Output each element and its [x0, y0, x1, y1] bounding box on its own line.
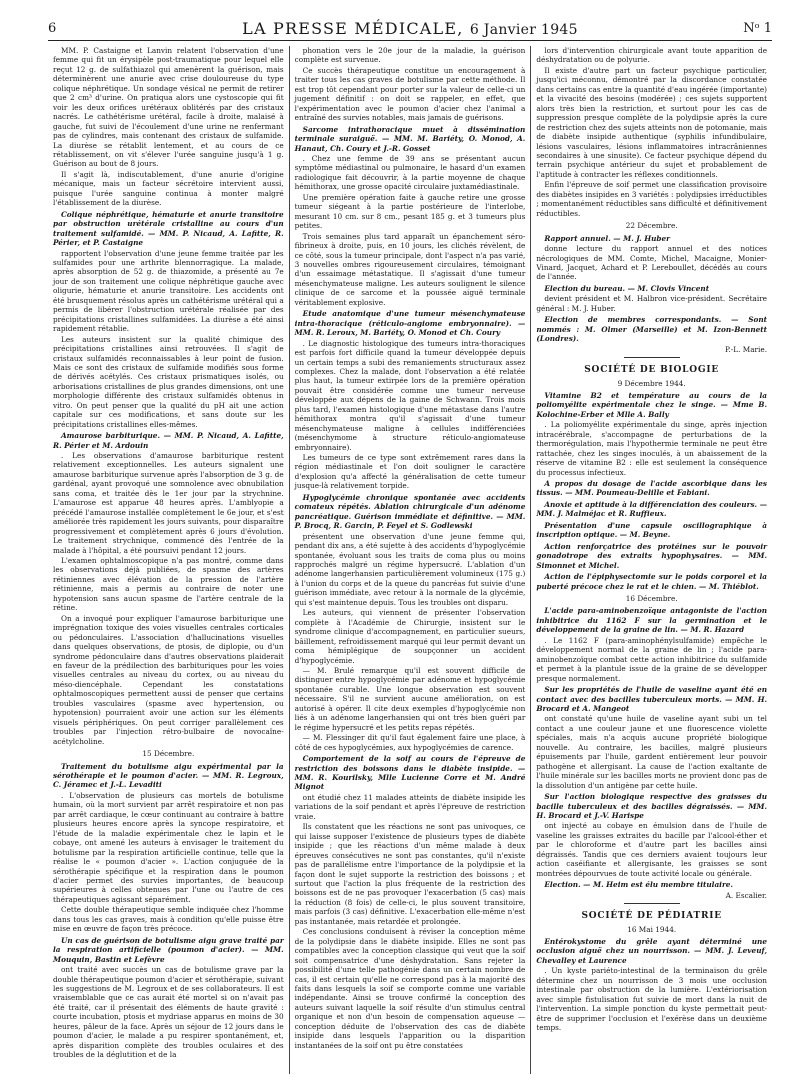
paragraph — [53, 791, 284, 904]
paragraph — [53, 170, 284, 208]
authors: — M. J. Huber — [610, 233, 671, 243]
paragraph — [536, 244, 767, 282]
signature — [536, 345, 767, 354]
journal-title: LA PRESSE MÉDICALE, — [242, 18, 464, 38]
paragraph-text: . Le diagnostic histologique des tumeurs intra-thoraciques est parfois fort difficile quand la tumeur développée depuis un certain temps a subi des remaniements structuraux assez complexes. Chez la malade, dont l'observation a été relatée plus haut, la tumeur extirpée lors de la première opération pouvait être considérée comme une tumeur nerveuse développée aux dépens de la gaine de Schwann. Trois mois plus tard, l'examen histologique d'une métastase dans l'autre hémithorax montra qu'il s'agissait d'une tumeur mésenchymateuse maligne à cellules indifférenciées (mésenchymome à structure réticulo-angiomateuse embryonnaire). — [294, 338, 526, 452]
paragraph-text: . Chez une femme de 39 ans se présentant aucun symptôme médiastinal ou pulmonaire, le hasard d'un examen radiologique fait découvrir, à la partie moyenne de chaque hémithorax, une grosse opacité circulaire juxtamédiastinale. — [294, 153, 526, 192]
paragraph-text: présentent une observation d'une jeune femme qui, pendant dix ans, a été sujette à des accidents d'hypoglycémie spontanée, évoluant sous les traits de coma plus ou moins rapprochés malgré un régime hypersucré. L'ablation d'un adénome langerhansien particulièrement volumineux (175 g.) à l'union du corps et de la queue du pancréas fut suivie d'une guérison immédiate, avec retour à la normale de la glycémie, qui s'est maintenue depuis. Tous les troubles ont disparu. — [294, 531, 526, 607]
session-date-text: 15 Décembre. — [142, 749, 195, 759]
paragraph — [53, 249, 284, 334]
authors: — MM. R. Legroux, C. Jéramec et J.-L. Levaditi — [53, 770, 284, 790]
signature-text: P.-L. Marie. — [725, 344, 768, 354]
article-title-text: Vitamine B2 et température au cours de la poliomyélite expérimentale chez le singe. — [536, 390, 768, 410]
paragraph-text: MM. P. Castaigne et Lanvin relatent l'observation d'une femme qui fit un érysipèle post-traumatique pour lequel elle reçut 12 g. de sulfathiazol qui amenèrent la guérison, mais déterminèrent une anurie avec crise douloureuse du type colique néphrétique. Un sondage vésical ne permit de retirer que 2 cm³ d'urine. On pratiqua alors une cystoscopie qui fit voir les deux orifices urétéraux oblitérés par des cristaux nacrés. Le cathétérisme urétéral, facile à droite, malaisé à gauche, fut suivi de l'écoulement d'une urine ne renfermant pas de cylindres, mais contenant des cristaux de sulfamide. La diurèse se rétablit lentement, et au cours de ce rétablissement, on vit s'élever l'urée sanguine jusqu'à 1 g. Guérison au bout de 8 jours. — [53, 46, 284, 169]
article-title — [536, 500, 767, 519]
paragraph-text: Il s'agit là, indiscutablement, d'une anurie d'origine mécanique, mais un facteur sécrétoire intervient aussi, puisque l'urée sanguine continua à monter malgré l'établissement de la diurèse. — [53, 169, 284, 208]
article-title-text: Sur l'action biologique respective des graisses du bacille tuberculeux et des bacilles dégraissés. — [536, 792, 768, 811]
authors: — MM. M. Bariéty, O. Monod, A. Hanaut, Ch. Coury et J.-R. Gosset — [294, 134, 526, 153]
paragraph-text: Trois semaines plus tard apparaît un épanchement séro-fibrineux à droite, puis, en 10 jours, les clichés révèlent, de ce côté, sous la tumeur principale, dont l'aspect n'a pas varié, 3 nouvelles ombres rigoureusement circulaires, témoignant d'un essaimage métastatique. Il s'agissait d'une tumeur mésenchymateuse maligne. Les auteurs soulignent le silence clinique de ce sarcome et la poussée aiguë terminale véritablement explosive. — [294, 231, 526, 307]
paragraph-text: Il existe d'autre part un facteur psychique particulier, jusqu'ici méconnu, démontré par la discordance constatée dans certains cas entre la quantité d'eau ingérée (importante) et la vivacité des besoins (modérée) ; ces sujets supportent alors très bien la restriction, et surtout pour les cas de suppression presque complète de la polydipsie après la cure de restriction chez des sujets atteints non de potomanie, mais de diabète insipide authentique (syphilis infundibulaire, lésions vasculaires, lésions inflammatoires intracrâniennes secondaires à une sinusite). Ce facteur psychique dépend du terrain psychique antérieur du sujet et probablement de l'aptitude à contracter les réflexes conditionnels. — [536, 65, 768, 179]
article-title-text: Anoxie et aptitude à la différenciation des couleurs. — [544, 499, 758, 509]
article-title — [536, 792, 767, 820]
column-2 — [289, 46, 531, 1074]
paragraph-text: Ces conclusions conduisent à réviser la conception même de la polydipsie dans le diabète insipide. Elles ne sont pas compatibles avec la conception classique qui veut que la soif soit compensatrice d'une déshydratation. Sans rejeter la possibilité d'une telle pathogénie dans un certain nombre de cas, il est certain qu'elle ne correspond pas à la majorité des faits dans lesquels la soif se comporte comme une variable indépendante. Ainsi se trouve confirmé la conception des auteurs suivant laquelle la soif résulte d'un stimulus central organique et non d'un besoin de compensation aqueuse — conception déduite de l'observation des cas de diabète insipide dans lesquels l'apparition ou la disparition instantanées de la soif ont pu être constatées — [294, 927, 526, 1050]
paragraph — [295, 927, 526, 1050]
paragraph — [536, 46, 767, 65]
paragraph-text: Enfin l'épreuve de soif permet une classification provisoire des diabètes insipides en 3 variétés : polydipsies irréductibles ; momentanément réductibles sans difficulté et définitivement réductibles. — [536, 180, 768, 218]
article-title-text: Etude anatomique d'une tumeur mésenchymateuse intra-thoracique (réticulo-angiome embryonnaire). — [294, 309, 526, 328]
society-heading — [536, 912, 767, 921]
authors: — M. Clovis Vincent — [625, 283, 710, 293]
authors: — MM. Mouquin, Bastin et Lefèvre — [53, 945, 284, 964]
authors: — M. Beyne. — [617, 530, 671, 540]
paragraph-text: Ils constatent que les réactions ne sont pas univoques, ce qui laisse supposer l'existence de plusieurs types de diabète insipide ; que les réactions d'un même malade à deux épreuves consécutives ne sont pas constantes, qu'il n'existe pas de parallélisme entre l'importance de la polydipsie et la façon dont le sujet supporte la restriction des boissons ; et surtout que l'action la plus fréquente de la restriction des boissons est de ne pas provoquer l'exacerbation (5 cas) mais la réduction (8 fois) de celle-ci, le plus souvent transitoire, mais parfois (3 cas) définitive. L'exacerbation elle-même n'est pas instantanée, mais retardée et prolongée. — [294, 822, 526, 926]
session-date-text: 16 Mai 1944. — [627, 924, 677, 934]
session-date — [536, 379, 767, 388]
paragraph — [536, 420, 767, 477]
paragraph-text: . La poliomyélite expérimentale du singe, après injection intracérébrale, s'accompagne de perturbations de la thermorégulation, mais l'hypothermie terminale ne peut être rattachée, chez les singes inoculés, à un abaissement de la réserve de vitamine B2 : elle est seulement la conséquence du processus infectieux. — [536, 420, 768, 477]
paragraph — [53, 614, 284, 746]
paragraph — [536, 636, 767, 683]
society-heading-text: SOCIÉTÉ DE BIOLOGIE — [584, 365, 720, 376]
paragraph — [295, 66, 526, 123]
article-title-text: Colique néphrétique, hématurie et anurie transitoire par obstruction urétérale cristalline au cours d'un traitement sulfamidé. — [53, 209, 284, 238]
paragraph-text: . Le 1162 F (para-aminophénylsulfamide) empêche le développement normal de la graine de lin ; l'acide para-aminobenzoïque combat cette action inhibitrice du sulfamide et permet à la plantule issue de la graine de se développer presque normalement. — [536, 635, 768, 683]
article-title — [53, 431, 284, 450]
paragraph-text: rapportent l'observation d'une jeune femme traitée par les sulfamides pour une arthrite blennorragique. La malade, après absorption de 52 g. de thiazomide, a présenté au 7e jour de son traitement une colique néphrétique gauche avec oligurie, hématurie et anurie transitoire. Les accidents ont été brusquement résolus après un cathétérisme urétéral qui a permis de libérer l'obstruction urétérale réalisée par des précipitations cristallines sulfamidées. La diurèse a été ainsi rapidement rétablie. — [53, 248, 284, 334]
paragraph — [295, 232, 526, 308]
authors: — Sont nommés : M. Olmer (Marseille) et M. Izon-Bennett (Londres). — [536, 315, 768, 344]
authors: — M. Heim est élu membre titulaire. — [580, 880, 733, 890]
page-number: 6 — [48, 20, 57, 36]
paragraph — [53, 905, 284, 933]
session-date — [536, 594, 767, 603]
article-title — [536, 391, 767, 419]
article-title-text: Sarcome intrathoracique muet à dissémination terminale suraiguë. — [294, 124, 526, 144]
article-title — [536, 542, 767, 570]
paragraph — [295, 453, 526, 491]
page-header — [48, 16, 772, 41]
paragraph — [53, 965, 284, 1060]
paragraph-text: . L'observation de plusieurs cas mortels de botulisme humain, où la mort survient par arrêt respiratoire et non pas par arrêt cardiaque, le cœur continuant au contraire à battre plusieurs heures encore après la syncope respiratoire, et l'étude de la maladie expérimentale chez le lapin et le cobaye, ont amené les auteurs à envisager le traitement du botulisme par la respiration artificielle continue, telle que la réalise le « poumon d'acier ». L'action conjuguée de la sérothérapie spécifique et la respiration dans le poumon d'acier permet des survies importantes, de beaucoup supérieures à celles obtenues par l'une ou l'autre de ces thérapeutiques agissant séparément. — [53, 790, 284, 904]
article-title — [536, 606, 767, 634]
society-heading-text: SOCIÉTÉ DE PÉDIATRIE — [581, 911, 722, 922]
article-columns — [48, 46, 772, 1074]
paragraph-text: ont constaté qu'une huile de vaseline ayant subi un tel contact a une couleur jaune et une fluorescence violette spéciales, mais n'a acquis aucune propriété biologique nouvelle. Au contraire, les bacilles, malgré plusieurs épuisements par l'huile, gardent entièrement leur pouvoir pathogène et allergisant. La cause de l'action exaltante de l'huile minérale sur les bacilles morts ne provient donc pas de la dissolution d'un antigène par cette huile. — [536, 714, 768, 790]
paragraph-text: Une première opération faite à gauche retire une grosse tumeur siégeant à la partie postérieure de l'interlobe, mesurant 10 cm. sur 8 cm., pesant 185 g. et 3 tumeurs plus petites. — [294, 192, 526, 231]
article-title — [295, 125, 526, 153]
paragraph-text: — M. Brulé remarque qu'il est souvent difficile de distinguer entre hypoglycémie par adénome et hypoglycémie spontanée curable. Une longue observation est souvent nécessaire. S'il ne survient aucune amélioration, on est autorisé à opérer. Il cite deux exemples d'hypoglycémie non liés à un adénome langerhansien qui ont très bien guéri par le régime hypersucré et les petits repas répétés. — [294, 666, 526, 732]
article-title — [295, 493, 526, 531]
paragraph — [536, 966, 767, 1032]
column-1 — [48, 46, 289, 1074]
article-title-text: Hypoglycémie chronique spontanée avec accidents comateux répétés. Ablation chirurgicale d'un adénome pancréatique. Guérison immédiate et définitive. — [294, 492, 526, 521]
article-title — [536, 234, 767, 243]
article-title — [295, 309, 526, 337]
paragraph-text: phonation vers le 20e jour de la maladie, la guérison complète est survenue. — [294, 46, 526, 65]
article-title — [536, 521, 767, 540]
article-title — [536, 284, 767, 293]
society-heading — [536, 366, 767, 375]
article-title-text: L'acide para-aminobenzoïque antagoniste de l'action inhibitrice du 1162 F sur la germination et le développement de la graine de lin. — [536, 606, 768, 635]
article-title-text: Action de l'épiphysectomie sur le poids corporel et la puberté précoce chez le rat et le chien. — [536, 572, 768, 591]
section-divider — [624, 903, 680, 904]
article-title — [295, 754, 526, 792]
paragraph — [536, 180, 767, 218]
article-title-text: Rapport annuel. — [544, 233, 611, 243]
article-title — [53, 936, 284, 964]
article-title-text: Comportement de la soif au cours de l'épreuve de restriction des boissons dans le diabète insipide. — [294, 754, 526, 773]
paragraph — [536, 821, 767, 878]
authors: — MM. J. Leveuf, Chevalley et Laurence — [536, 946, 768, 965]
paragraph-text: Les tumeurs de ce type sont extrêmement rares dans la région médiastinale et l'on doit souligner le caractère d'explosion qu'a affecté la généralisation de cette tumeur jusque-là relativement torpide. — [294, 453, 526, 491]
paragraph-text: . Un kyste pariéto-intestinal de la terminaison du grêle détermine chez un nourrisson de 3 mois une occlusion intestinale par obstruction de la lumière. L'extériorisation avec simple fistulisation fut suivie de mort dans la nuit de l'intervention. La simple ponction du kyste permettait peut-être de supprimer l'occlusion et l'exérèse dans un deuxième temps. — [536, 966, 768, 1033]
article-title-text: Un cas de guérison de botulisme aigu grave traité par la respiration artificielle (poumon d'acier). — [53, 935, 284, 955]
session-date-text: 22 Décembre. — [625, 221, 678, 231]
signature-text: A. Escalier. — [725, 890, 768, 900]
session-date — [536, 221, 767, 230]
article-title-text: Sur les propriétés de l'huile de vaseline ayant été en contact avec des bacilles tuberculeux morts. — [536, 685, 768, 704]
authors: — M. Thiéblot. — [696, 581, 759, 591]
authors: — MM. Simonnet et Michel. — [536, 551, 768, 570]
article-title — [536, 880, 767, 889]
paragraph — [295, 822, 526, 926]
paragraph — [53, 46, 284, 169]
article-title-text: Election du bureau. — [544, 283, 626, 293]
authors: — MM. H. Brocard et J.-V. Harispe — [536, 801, 768, 820]
paragraph — [53, 451, 284, 555]
article-title-text: A propos du dosage de l'acide ascorbique dans les tissus. — [536, 479, 768, 498]
paragraph-text: . Les observations d'amaurose barbiturique restent relativement exceptionnelles. Les auteurs signalent une amaurose barbiturique survenue après l'absorption de 3 g. de gardénal, ayant provoqué une somnolence avec obnubilation sans coma, et traitée dès le 1er jour par la strychnine. L'amaurose est apparue 48 heures après. L'amblyopie a précédé l'amaurose installée complètement le 6e jour, et s'est améliorée très rapidement les jours suivants, pour disparaître progressivement et complètement après 6 jours d'évolution. Le traitement strychnique, commencé dès l'entrée de la malade à l'hôpital, a été poursuivi pendant 12 jours. — [53, 451, 284, 555]
authors: — Mme B. Kolochine-Erber et Mlle A. Bally — [536, 400, 768, 419]
paragraph-text: Les auteurs insistent sur la qualité chimique des précipitations cristallines ainsi retrouvées. Il s'agit de cristaux sulfamidés reconnaissables à leur point de fusion. Mais ce sont des cristaux de sulfamide modifiés sous forme de dérivés acétylés. Ces cristaux prismatiques isolés, ou arborisations cristallines de plus grandes dimensions, ont une morphologie différente des cristaux sulfamidés obtenus in vitro. On peut penser que la qualité du pH ait une action capitale sur ces modifications, et sans doute sur les précipitations cristallines elles-mêmes. — [53, 334, 284, 429]
article-title-text: Election. — [544, 880, 581, 890]
paragraph-text: Les auteurs, qui viennent de présenter l'observation complète à l'Académie de Chirurgie, insistent sur le syndrome clinique d'accompagnement, en particulier sueurs, bâillement, refroidissement marqué qui leur permit devant un coma hémiplégique de soupçonner un accident d'hypoglycémie. — [294, 608, 526, 665]
authors: — MM. H. Brocard et A. Mangeot — [536, 694, 768, 713]
session-date — [536, 925, 767, 934]
paragraph — [295, 608, 526, 665]
authors: — MM. R. Kourilsky, Mlle Lucienne Corre et M. André Mignot — [294, 763, 526, 792]
paragraph — [295, 193, 526, 231]
paragraph-text: ont étudié chez 11 malades atteints de diabète insipide les variations de la soif pendant et après l'épreuve de restriction vraie. — [294, 792, 526, 821]
paragraph — [53, 335, 284, 430]
column-3 — [530, 46, 772, 1074]
session-date-text: 16 Décembre. — [625, 594, 678, 604]
paragraph — [295, 793, 526, 821]
paragraph — [295, 666, 526, 732]
paragraph-text: donne lecture du rapport annuel et des notices nécrologiques de MM. Comte, Michel, Macaigne, Monier-Vinard, Jacquet, Achard et P. Lereboullet, décédés au cours de l'année. — [536, 244, 768, 282]
article-title — [53, 762, 284, 790]
paragraph-text: devient président et M. Halbron vice-président. Secrétaire général : M. J. Huber. — [536, 294, 768, 313]
issue-date: 6 Janvier 1945 — [469, 21, 578, 38]
section-divider — [624, 357, 680, 358]
paragraph-text: Ce succès thérapeutique constitue un encouragement à traiter tous les cas graves de botulisme par cette méthode. Il est trop tôt cependant pour porter sur la valeur de celle-ci un jugement définitif : on doit se rappeler, en effet, que l'expérimentation avec le poumon d'acier chez l'animal a entraîné des survies notables, mais jamais de guérisons. — [294, 65, 526, 123]
article-title — [536, 315, 767, 343]
authors: — MM. R. Leroux, M. Bariéty, O. Monod et Ch. Coury — [294, 318, 526, 338]
article-title — [536, 572, 767, 591]
article-title — [536, 685, 767, 713]
paragraph — [53, 556, 284, 613]
session-date-text: 9 Décembre 1944. — [617, 378, 686, 388]
paragraph — [295, 733, 526, 752]
article-title-text: Election de membres correspondants. — [544, 315, 722, 325]
paragraph-text: L'examen ophtalmoscopique n'a pas montré, comme dans les observations déjà publiées, de spasme des artères rétiniennes avec élévation de la pression de l'artère rétinienne, mais a permis au contraire de noter une hypotension sans aucun spasme de l'artère centrale de la rétine. — [53, 556, 284, 613]
paragraph-text: On a invoqué pour expliquer l'amaurose barbiturique une imprégnation toxique des voies visuelles centrales corticales ou pédonculaires. L'association d'hallucinations visuelles dans quelques observations, de ptosis, de diplopie, ou d'un syndrome pédonculaire dans d'autres observations plaiderait en faveur de la prédilection des barbituriques pour les voies visuelles centrales au niveau du cortex, ou au niveau du méso-diencéphale. Cependant les constatations ophtalmoscopiques permettent aussi de penser que certains troubles vasculaires (spasme avec hypertension, ou hypotension) pourraient avoir une action sur les éléments visuels périphériques. On peut corriger parallèlement ces troubles par l'injection rétro-bulbaire de novocaïne-acétylcholine. — [53, 613, 284, 746]
article-title-text: Action renforçatrice des protéines sur le pouvoir gonadotrope des extraits hypophysaires. — [536, 541, 768, 561]
authors: — M. R. Hazard — [677, 625, 745, 635]
issue-number: Nᵒ 1 — [743, 20, 772, 36]
paragraph — [295, 532, 526, 608]
article-title-text: Présentation d'une capsule oscillographique à inscription optique. — [536, 520, 768, 540]
paragraph — [536, 714, 767, 790]
paragraph — [295, 154, 526, 192]
article-title — [536, 479, 767, 498]
article-title — [53, 210, 284, 248]
paragraph — [536, 294, 767, 313]
paragraph — [536, 66, 767, 179]
paragraph — [295, 339, 526, 452]
journal-masthead — [48, 19, 772, 38]
signature — [536, 891, 767, 900]
session-date — [53, 749, 284, 758]
paragraph-text: ont injecté au cobaye en émulsion dans de l'huile de vaseline les graisses extraites du bacille par l'alcool-éther et par le chloroforme et d'autre part les bacilles ainsi dégraissés. Tandis que ces derniers avaient toujours leur action caséifiante et allergisante, les graisses se sont montrées dépourvues de toute activité locale ou générale. — [536, 821, 768, 878]
authors: — MM. P. Nicaud, A. Lafitte, R. Périer et M. Ardouin — [53, 431, 284, 450]
authors: — MM. P. Brocq, R. Garcin, P. Feyel et S. Godlewski — [294, 511, 526, 531]
authors: — MM. Poumeau-Delille et Fabiani. — [562, 488, 710, 498]
paragraph-text: Cette double thérapeutique semble indiquée chez l'homme dans tous les cas graves, mais à condition qu'elle puisse être mise en œuvre de façon très précoce. — [53, 905, 284, 934]
article-title-text: Amaurose barbiturique. — [61, 431, 160, 441]
paragraph-text: lors d'intervention chirurgicale avant toute apparition de déshydratation ou de polyurie. — [536, 46, 768, 65]
paragraph — [295, 46, 526, 65]
authors: — MM. J. Malméjac et R. Ruffieux. — [536, 499, 767, 519]
authors: — MM. P. Nicaud, A. Lafitte, R. Périer, et P. Castaigne — [53, 228, 284, 248]
paragraph-text: — M. Flessinger dit qu'il faut également faire une place, à côté de ces hypoglycémies, aux hypoglycémies de carence. — [294, 733, 526, 752]
article-title-text: Traitement du botulisme aigu expérimental par la sérothérapie et le poumon d'acier. — [53, 761, 284, 780]
paragraph-text: ont traité avec succès un cas de botulisme grave par la double thérapeutique poumon d'acier et sérothérapie, suivant les suggestions de M. Legroux et de ses collaborateurs. Il est vraisemblable que ce cas aurait été mortel si on n'avait pas été traité, car il présentait des éléments de haute gravité : courte incubation, ptosis et mydriase apparus en moins de 30 heures, pâleur de la face. Après un séjour de 12 jours dans le poumon d'acier, le malade a pu respirer spontanément, et, après disparition complète des troubles oculaires et des troubles de la déglutition et de la — [53, 965, 284, 1060]
article-title — [536, 937, 767, 965]
article-title-text: Entérokystome du grêle ayant déterminé une occlusion aiguë chez un nourrisson. — [536, 936, 768, 956]
